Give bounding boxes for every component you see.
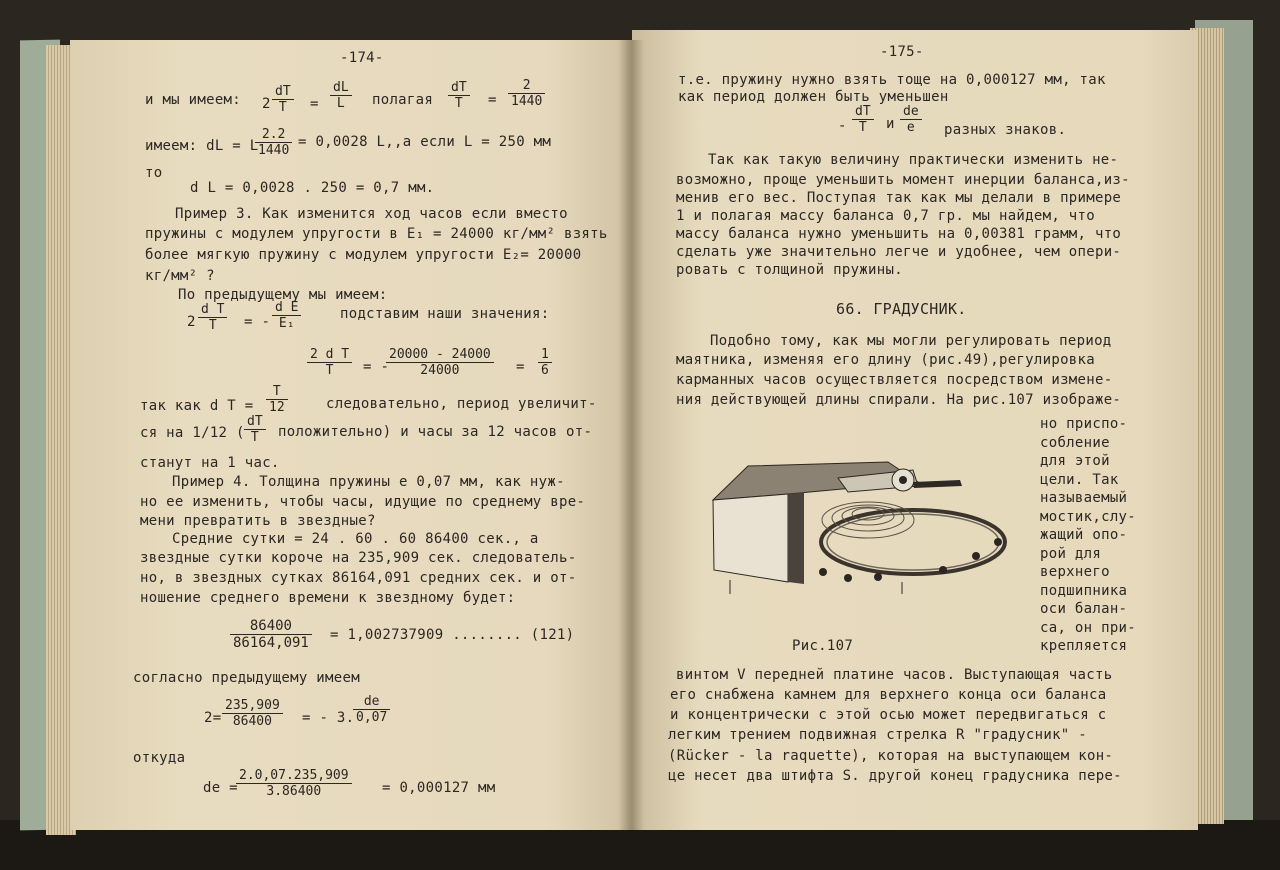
text-line: но ее изменить, чтобы часы, идущие по среднему вре- [140,494,586,510]
text-line: пружины с модулем упругости в E₁ = 24000 кг/мм² взять [145,226,608,242]
text-line: = - [244,314,271,330]
text-line: = 0,000127 мм [382,780,496,796]
side-text-line: са, он при- [1040,619,1137,636]
fraction: $\frac{86400}{86164,091}$ [230,618,312,651]
text-line: т.е. пружину нужно взять тоще на 0,000127 мм, так [678,72,1106,88]
text-line: (Rücker - la raquette), которая на выступающем кон- [668,748,1114,764]
fraction: $\frac{de}{e}$ [900,104,922,135]
figure-caption: Рис.107 [792,638,854,654]
fraction: $\frac{de}{0,07}$ [353,694,390,725]
text-line: станут на 1 час. [140,455,280,471]
fraction: $\frac{\text{d T}}{T}$ [198,302,227,333]
text-line: но, в звездных сутках 86164,091 средних сек. и от- [140,570,577,586]
text-line: - [838,118,847,134]
text-line: как период должен быть уменьшен [678,89,949,105]
text-line: = [516,359,525,375]
text-line: согласно предыдущему имеем [133,670,360,686]
text-line: Подобно тому, как мы могли регулировать период [710,333,1112,349]
text-line: ношение среднего времени к звездному будет: [140,590,516,606]
text-line: откуда [133,750,186,766]
text-line: то [145,165,163,181]
text-line: полагая [372,92,434,108]
text-line: Пример 3. Как изменится ход часов если вместо [175,206,568,222]
text-line: de = [203,780,238,796]
fraction: $\frac{2.0,07.235,909}{3.86400}$ [236,768,352,799]
fraction: $\frac{2}{1440}$ [508,78,545,109]
text-line: и мы имеем: [145,92,242,108]
text-line: менив его вес. Поступая так как мы делали в примере [676,190,1122,206]
page-number-left: -174- [340,50,384,66]
fraction: $\frac{dL}{L}$ [330,80,352,111]
side-text-line: называемый [1040,490,1128,506]
text-line: следовательно, период увеличит- [326,396,597,412]
text-line: = 1,002737909 ........ (121) [330,627,575,643]
side-text-line: оси балан- [1040,601,1128,617]
text-line: = [310,96,319,112]
fraction: $\frac{1}{6}$ [538,347,552,378]
text-line: це несет два штифта S. другой конец градусника пере- [668,768,1122,784]
section-title: 66. ГРАДУСНИК. [836,300,967,318]
side-text-line: собление [1040,434,1110,451]
text-line: = - 3. [302,710,355,726]
text-line: Так как такую величину практически изменить не- [708,152,1119,168]
fraction: $\frac{20000 - 24000}{24000}$ [386,347,494,378]
text-line: Средние сутки = 24 . 60 . 60 86400 сек., а [172,531,539,547]
text-line: его снабжена камнем для верхнего конца оси баланса [670,687,1107,703]
fraction: $\frac{\text{d E}}{\text{E₁}}$ [272,300,301,331]
text-line: легким трением подвижная стрелка R "градусник" - [668,727,1087,743]
text-line: карманных часов осуществляется посредством измене- [676,372,1113,388]
side-text-line: жащий опо- [1040,527,1128,543]
text-line: 2 [262,96,271,112]
fraction: $\frac{dT}{T}$ [244,414,266,445]
side-text-line: мостик,слу- [1040,508,1137,525]
text-line: и концентрически с этой осью может передвигаться с [670,707,1107,723]
fraction: $\frac{235,909}{86400}$ [222,698,283,729]
side-text-line: подшипника [1040,582,1128,599]
text-line: 2 [187,314,196,330]
text-line: кг/мм² ? [145,268,215,284]
text-line: так как d T = [140,398,254,414]
regulator-illustration [708,452,1008,602]
fraction: $\frac{dT}{T}$ [852,104,874,135]
side-text-line: но приспо- [1040,416,1128,432]
text-line: звездные сутки короче на 235,909 сек. следователь- [140,550,577,566]
side-text-line: цели. Так [1040,471,1119,488]
text-line: По предыдущему мы имеем: [178,287,388,303]
text-line: разных знаков. [944,122,1067,138]
fraction: $\frac{2.2}{1440}$ [255,127,292,158]
text-line: ся на 1/12 ( [140,425,245,441]
text-line: имеем: dL = L [145,138,259,154]
text-line: ровать с толщиной пружины. [676,262,903,278]
fraction: $\frac{\text{2 d T}}{T}$ [307,347,352,378]
text-line: сделать уже значительно легче и удобнее, чем опери- [676,244,1122,260]
text-line: ния действующей длины спирали. На рис.107 изображе- [676,392,1122,408]
text-line: 1 и полагая массу баланса 0,7 гр. мы найдем, что [676,208,1095,224]
page-number-right: -175- [880,44,924,60]
text-line: Пример 4. Толщина пружины e 0,07 мм, как нуж- [172,474,565,490]
side-text-line: для этой [1040,453,1110,469]
side-text-line: рой для [1040,545,1102,562]
side-text-line: крепляется [1040,638,1128,654]
text-line: d L = 0,0028 . 250 = 0,7 мм. [190,180,435,196]
side-text-line: верхнего [1040,564,1110,580]
text-line: возможно, проще уменьшить момент инерции баланса,из- [676,172,1130,188]
text-line: = - [363,359,390,375]
text-line: = [488,92,497,108]
fraction: $\frac{T}{12}$ [266,384,288,415]
text-line: массу баланса нужно уменьшить на 0,00381 грамм, что [676,226,1122,242]
text-line: более мягкую пружину с модулем упругости E₂= 20000 [145,247,582,263]
text-line: положительно) и часы за 12 часов от- [278,424,593,440]
book-gutter [618,40,644,830]
fraction: $\frac{dT}{T}$ [448,80,470,111]
text-line: = 0,0028 L,,а если L = 250 мм [298,134,552,150]
text-line: 2= [204,710,222,726]
text-line: маятника, изменяя его длину (рис.49),регулировка [676,352,1095,368]
fraction: $\frac{dT}{T}$ [272,84,294,115]
text-line: винтом V передней платине часов. Выступающая часть [676,667,1113,683]
text-line: подставим наши значения: [340,306,550,322]
text-line: и [886,116,895,132]
text-line: мени превратить в звездные? [140,513,376,529]
